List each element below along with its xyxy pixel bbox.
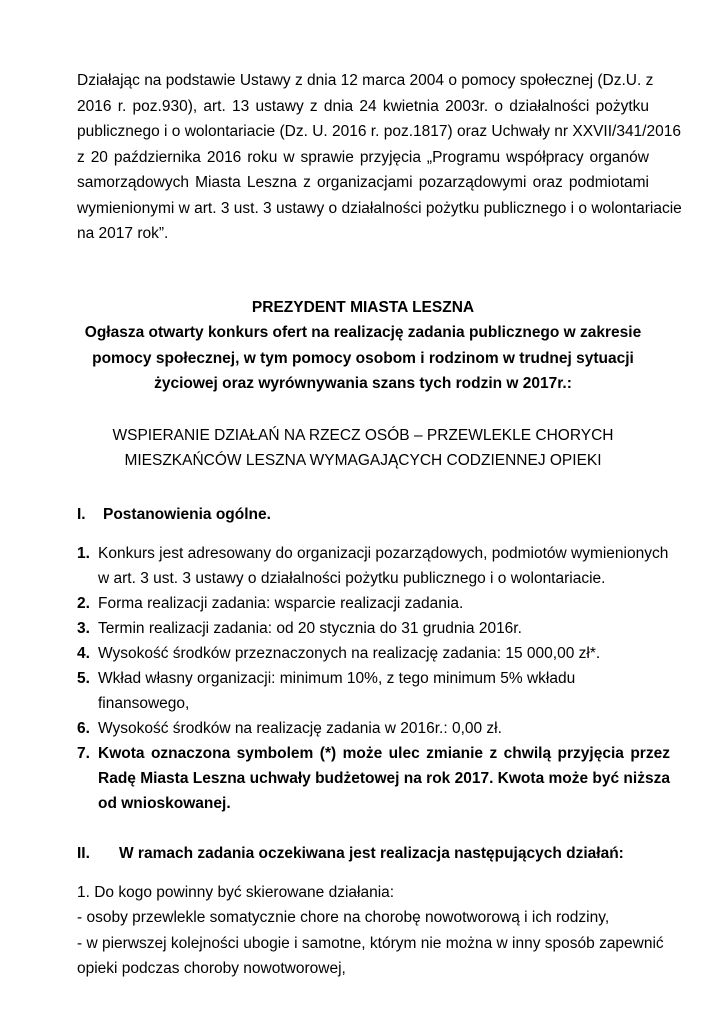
list-item [77,716,649,741]
bullet-item-continued: opieki podczas choroby nowotworowej, [77,960,346,977]
item-number: 4. [77,645,90,662]
item-text: Wysokość środków przeznaczonych na realizację zadania: 15 000,00 zł*. [98,645,601,662]
item-text: od wnioskowanej. [98,795,231,812]
heading-line: Ogłasza otwarty konkurs ofert na realizację zadania publicznego w zakresie [84,324,642,341]
intro-line: 2016 r. poz.930), art. 13 ustawy z dnia 24 kwietnia 2003r. o działalności pożytku [77,97,649,115]
item-number: 1. [77,545,90,562]
list-item [77,541,669,591]
heading-line: pomocy społecznej, w tym pomocy osobom i rodzinom w trudnej sytuacji [92,349,634,367]
item-number: 6. [77,720,90,737]
item-number: 5. [77,670,90,687]
item-number: 3. [77,620,90,637]
list-item [77,616,649,641]
section-number: I. [77,505,86,523]
section-1-heading [77,502,649,528]
item-text: Radę Miasta Leszna uchwały budżetowej na rok 2017. Kwota może być niższa [98,770,670,787]
section-2-body [77,880,664,982]
section-1-list [77,541,670,816]
point-heading: 1. Do kogo powinny być skierowane działania: [77,883,395,901]
section-title: Postanowienia ogólne. [103,505,271,523]
section-2-heading [77,841,649,867]
intro-line: Działając na podstawie Ustawy z dnia 12 marca 2004 o pomocy społecznej (Dz.U. z [77,72,654,89]
item-text: Wysokość środków na realizację zadania w 2016r.: 0,00 zł. [98,720,502,737]
item-text: Forma realizacji zadania: wsparcie realizacji zadania. [98,595,464,612]
intro-line: publicznego i o wolontariacie (Dz. U. 2016 r. poz.1817) oraz Uchwały nr XXVII/341/2016 [77,123,681,140]
list-item [77,741,670,816]
list-item [77,591,649,616]
task-title-line: WSPIERANIE DZIAŁAŃ NA RZECZ OSÓB – PRZEWLEKLE CHORYCH [112,426,614,444]
intro-line: wymienionymi w art. 3 ust. 3 ustawy o działalności pożytku publicznego i o wolontariacie [77,199,682,217]
item-text: Konkurs jest adresowany do organizacji pozarządowych, podmiotów wymienionych [98,545,669,562]
item-text: Kwota oznaczona symbolem (*) może ulec zmianie z chwilą przyjęcia przez [98,745,670,762]
bullet-item: - w pierwszej kolejności ubogie i samotne, którym nie można w inny sposób zapewnić [77,934,664,952]
item-number: 7. [77,745,90,762]
item-text: Wkład własny organizacji: minimum 10%, z tego minimum 5% wkładu finansowego, [98,670,576,712]
item-text: Termin realizacji zadania: od 20 stycznia do 31 grudnia 2016r. [98,620,522,637]
intro-line: z 20 października 2016 roku w sprawie przyjęcia „Programu współpracy organów [77,148,649,166]
intro-paragraph [77,68,682,247]
list-item [77,641,649,666]
intro-line: na 2017 rok”. [77,225,169,242]
heading-line: PREZYDENT MIASTA LESZNA [251,298,475,316]
list-item [77,666,649,716]
section-title: W ramach zadania oczekiwana jest realizacja następujących działań: [119,845,624,862]
item-text: w art. 3 ust. 3 ustawy o działalności pożytku publicznego i o wolontariacie. [98,570,606,587]
section-number: II. [77,845,90,862]
intro-line: samorządowych Miasta Leszna z organizacjami pozarządowymi oraz podmiotami [77,174,649,191]
announcement-heading [77,295,649,397]
task-title-line: MIESZKAŃCÓW LESZNA WYMAGAJĄCYCH CODZIENNEJ OPIEKI [124,452,602,469]
task-title [77,423,649,474]
item-number: 2. [77,595,90,612]
heading-line: życiowej oraz wyrównywania szans tych rodzin w 2017r.: [154,375,572,392]
bullet-item: - osoby przewlekle somatycznie chore na chorobę nowotworową i ich rodziny, [77,909,610,926]
document-page [77,68,682,982]
